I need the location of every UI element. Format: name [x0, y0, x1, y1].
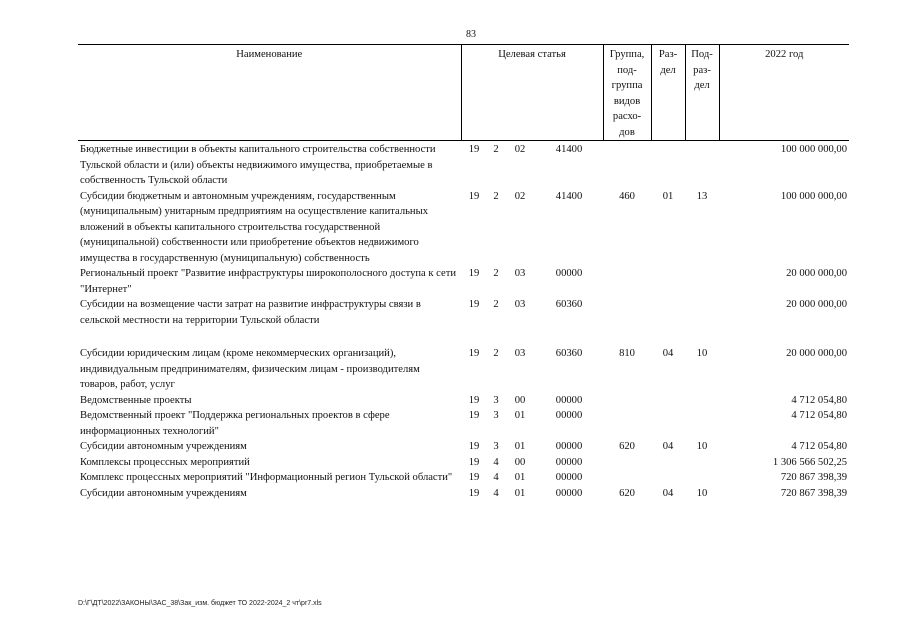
target-code-3: 01	[514, 472, 526, 483]
subsection: 13	[696, 190, 708, 202]
target-code-2: 2	[493, 348, 499, 359]
subsection	[685, 470, 719, 486]
target-code-2: 4	[493, 487, 499, 499]
budget-table	[78, 44, 849, 501]
subsection: 10	[696, 487, 708, 499]
target-code-1: 19	[468, 441, 480, 452]
section	[651, 455, 685, 471]
amount-2022: 20 000 000,00	[786, 299, 848, 310]
target-code-3: 00	[514, 394, 526, 406]
row-name: Бюджетные инвестиции в объекты капитального строительства собственности Тульской области и (или) объекты недвижимого имущества, приобретаемые в собственность Тульской области	[80, 144, 436, 186]
target-code-1: 19	[468, 456, 480, 468]
section	[651, 393, 685, 409]
target-code-3: 01	[514, 410, 526, 421]
target-code-1: 19	[468, 144, 480, 155]
column-header-subsection: Под- раз- дел	[685, 45, 719, 141]
table-row	[78, 455, 849, 471]
target-code-1: 19	[468, 487, 480, 499]
section	[651, 470, 685, 486]
target-code-2: 2	[493, 299, 499, 310]
amount-2022: 4 712 054,80	[791, 394, 848, 406]
amount-2022: 20 000 000,00	[786, 268, 848, 279]
section: 04	[662, 441, 674, 452]
row-name: Региональный проект "Развитие инфраструктуры широкополосного доступа к сети "Интернет"	[80, 268, 457, 295]
expense-group	[603, 455, 651, 471]
row-name: Субсидии на возмещение части затрат на развитие инфраструктуры связи в сельской местности на территории Тульской области	[80, 299, 421, 326]
amount-2022: 4 712 054,80	[791, 410, 848, 421]
subsection	[685, 455, 719, 471]
target-code-1: 19	[468, 472, 480, 483]
target-code-4: 00000	[555, 268, 583, 279]
target-code-1: 19	[468, 268, 480, 279]
subsection: 10	[696, 441, 708, 452]
row-name: Субсидии бюджетным и автономным учреждениям, государственным (муниципальным) унитарным предприятиям на осуществление капитальных вложений в объекты капитального строительства государственной (муниципальной) собственности или приобретение объектов недвижимого имущества в государственную (муниципальную) собственность	[80, 190, 429, 264]
file-path-footer: D:\Г\ДТ\2022\ЗАКОНЫ\ЗАС_38\Зак_изм. бюджет ТО 2022-2024_2 чт\pr7.xls	[78, 600, 322, 607]
target-code-1: 19	[468, 410, 480, 421]
expense-group	[603, 470, 651, 486]
amount-2022: 20 000 000,00	[786, 348, 848, 359]
amount-2022: 720 867 398,39	[780, 472, 848, 483]
table-row	[78, 439, 849, 455]
target-code-2: 3	[493, 410, 499, 421]
section: 01	[662, 190, 674, 202]
expense-group	[603, 408, 651, 439]
section: 04	[662, 348, 674, 359]
expense-group: 620	[619, 441, 635, 452]
table-row	[78, 141, 849, 189]
target-code-4: 41400	[555, 190, 583, 202]
amount-2022: 100 000 000,00	[780, 144, 848, 155]
target-code-4: 60360	[555, 348, 583, 359]
table-row	[78, 408, 849, 439]
table-row	[78, 297, 849, 328]
subsection	[685, 393, 719, 409]
target-code-4: 60360	[555, 299, 583, 310]
expense-group	[603, 297, 651, 328]
subsection	[685, 141, 719, 189]
row-name: Ведомственные проекты	[80, 394, 192, 406]
table-row	[78, 189, 849, 267]
table-row	[78, 266, 849, 297]
expense-group: 460	[619, 190, 635, 202]
target-code-4: 00000	[555, 487, 583, 499]
row-name: Субсидии юридическим лицам (кроме некоммерческих организаций), индивидуальным предпринимателям, физическим лицам - производителям товаров, работ, услуг	[80, 348, 420, 390]
target-code-1: 19	[468, 190, 480, 202]
section	[651, 297, 685, 328]
target-code-3: 01	[514, 441, 526, 452]
target-code-2: 2	[493, 268, 499, 279]
expense-group: 620	[619, 487, 635, 499]
target-code-1: 19	[468, 348, 480, 359]
section	[651, 408, 685, 439]
amount-2022: 1 306 566 502,25	[772, 456, 848, 468]
target-code-3: 00	[514, 456, 526, 468]
target-code-3: 03	[514, 268, 526, 279]
target-code-2: 3	[493, 394, 499, 406]
amount-2022: 100 000 000,00	[780, 190, 848, 202]
target-code-2: 2	[493, 190, 499, 202]
row-name: Комплекс процессных мероприятий "Информационный регион Тульской области"	[80, 472, 453, 483]
target-code-4: 00000	[555, 441, 583, 452]
subsection	[685, 297, 719, 328]
column-header-expense-group: Группа, под- группа видов расхо- дов	[603, 45, 651, 141]
expense-group	[603, 393, 651, 409]
target-code-2: 4	[493, 456, 499, 468]
subsection: 10	[696, 348, 708, 359]
target-code-3: 01	[514, 487, 526, 499]
section	[651, 141, 685, 189]
expense-group: 810	[619, 348, 635, 359]
column-header-name: Наименование	[78, 45, 461, 141]
table-header	[78, 45, 849, 141]
target-code-1: 19	[468, 299, 480, 310]
table-row	[78, 486, 849, 502]
column-header-target-article: Целевая статья	[461, 45, 603, 141]
column-header-section: Раз- дел	[651, 45, 685, 141]
section	[651, 266, 685, 297]
table-row	[78, 346, 849, 393]
amount-2022: 720 867 398,39	[780, 487, 848, 499]
target-code-4: 00000	[555, 410, 583, 421]
target-code-3: 03	[514, 299, 526, 310]
expense-group	[603, 141, 651, 189]
section: 04	[662, 487, 674, 499]
target-code-3: 02	[514, 190, 526, 202]
target-code-1: 19	[468, 394, 480, 406]
target-code-2: 4	[493, 472, 499, 483]
table-body	[78, 141, 849, 502]
table-row	[78, 470, 849, 486]
target-code-3: 02	[514, 144, 526, 155]
target-code-4: 00000	[555, 472, 583, 483]
target-code-2: 2	[493, 144, 499, 155]
row-name: Субсидии автономным учреждениям	[80, 441, 247, 452]
subsection	[685, 408, 719, 439]
table-row	[78, 393, 849, 409]
row-name: Субсидии автономным учреждениям	[80, 487, 247, 499]
target-code-2: 3	[493, 441, 499, 452]
target-code-4: 41400	[555, 144, 583, 155]
spacer-row	[78, 328, 849, 346]
target-code-4: 00000	[555, 456, 583, 468]
row-name: Ведомственный проект "Поддержка региональных проектов в сфере информационных технологий"	[80, 410, 390, 437]
target-code-3: 03	[514, 348, 526, 359]
row-name: Комплексы процессных мероприятий	[80, 456, 250, 468]
column-header-year: 2022 год	[719, 45, 849, 141]
page-number: 83	[466, 29, 476, 40]
target-code-4: 00000	[555, 394, 583, 406]
subsection	[685, 266, 719, 297]
expense-group	[603, 266, 651, 297]
amount-2022: 4 712 054,80	[791, 441, 848, 452]
